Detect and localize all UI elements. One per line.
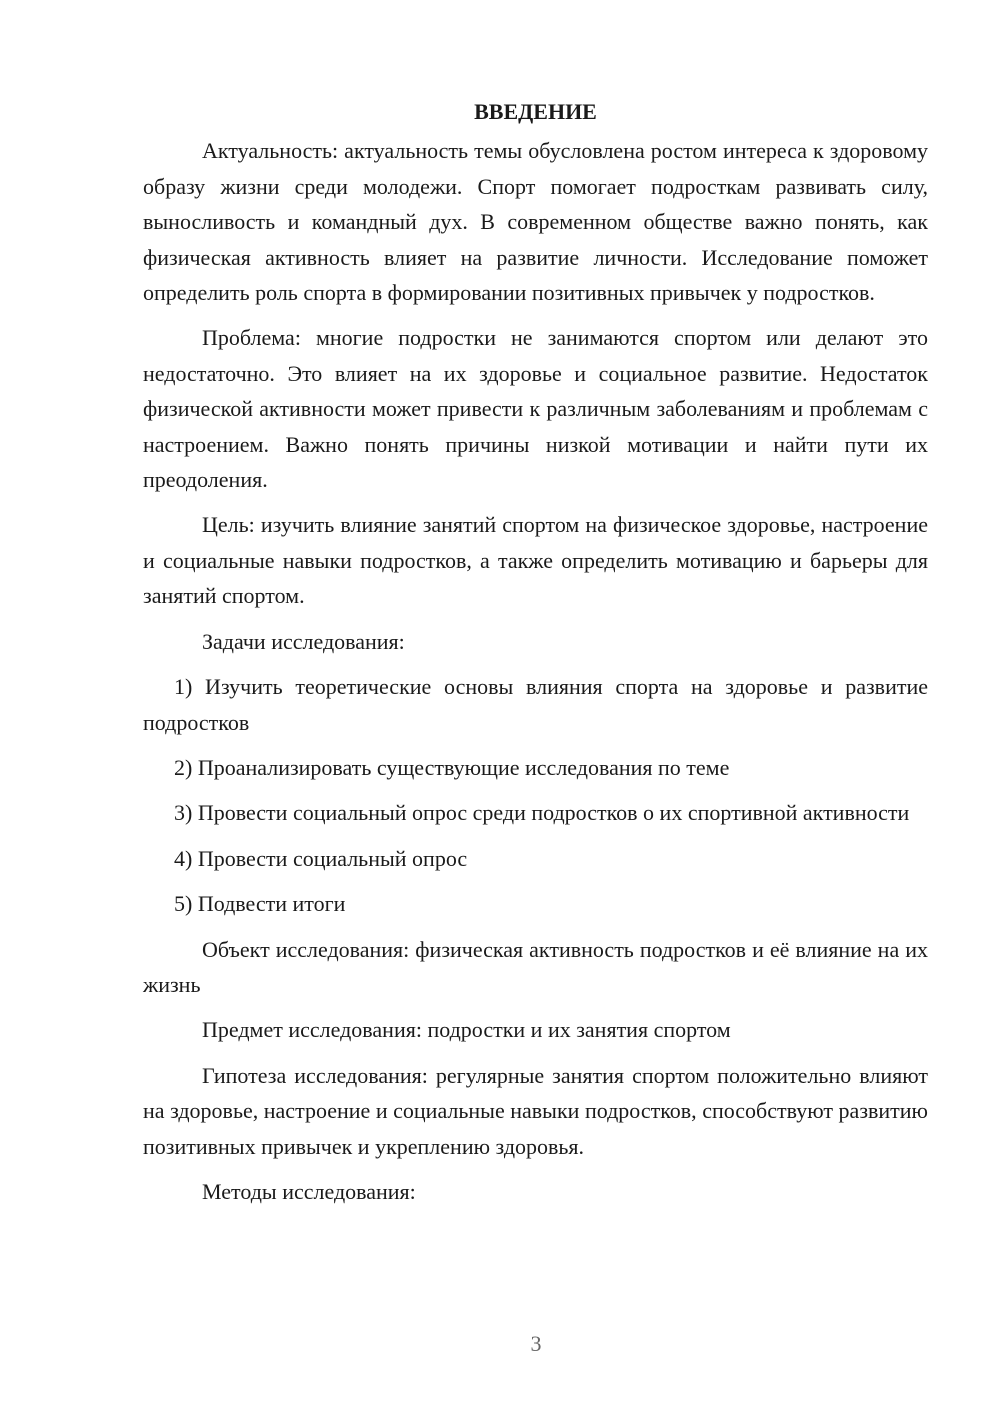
task-item-1: 1) Изучить теоретические основы влияния спорта на здоровье и развитие подростков — [143, 674, 928, 735]
paragraph-hypothesis: Гипотеза исследования: регулярные занятия спортом положительно влияют на здоровье, настроение и социальные навыки подростков, способствуют развитию позитивных привычек и укреплению здоровья. — [143, 1062, 928, 1159]
paragraph-goal: Цель: изучить влияние занятий спортом на физическое здоровье, настроение и социальные навыки подростков, а также определить мотивацию и барьеры для занятий спортом. — [143, 512, 928, 609]
section-title: ВВЕДЕНИЕ — [474, 99, 597, 124]
task-item-3: 3) Провести социальный опрос среди подростков о их спортивной активности — [174, 800, 910, 826]
paragraph-subject: Предмет исследования: подростки и их занятия спортом — [202, 1017, 731, 1043]
task-item-5: 5) Подвести итоги — [174, 891, 346, 917]
paragraph-tasks-heading: Задачи исследования: — [202, 628, 405, 654]
paragraph-relevance: Актуальность: актуальность темы обусловлена ростом интереса к здоровому образу жизни среди молодежи. Спорт помогает подросткам развивать силу, выносливость и командный дух. В современном обществе важно понять, как физическая активность влияет на развитие личности. Исследование поможет определить роль спорта в формировании позитивных привычек у подростков. — [143, 138, 928, 306]
page-number: 3 — [530, 1331, 542, 1356]
paragraph-problem: Проблема: многие подростки не занимаются спортом или делают это недостаточно. Это влияет на их здоровье и социальное развитие. Недостаток физической активности может привести к различным заболеваниям и проблемам с настроением. Важно понять причины низкой мотивации и найти пути их преодоления. — [143, 325, 928, 493]
paragraph-object: Объект исследования: физическая активность подростков и её влияние на их жизнь — [143, 936, 928, 997]
task-item-4: 4) Провести социальный опрос — [174, 845, 468, 871]
task-item-2: 2) Проанализировать существующие исследования по теме — [174, 754, 730, 780]
paragraph-methods: Методы исследования: — [202, 1178, 416, 1204]
document-page — [143, 94, 928, 1219]
